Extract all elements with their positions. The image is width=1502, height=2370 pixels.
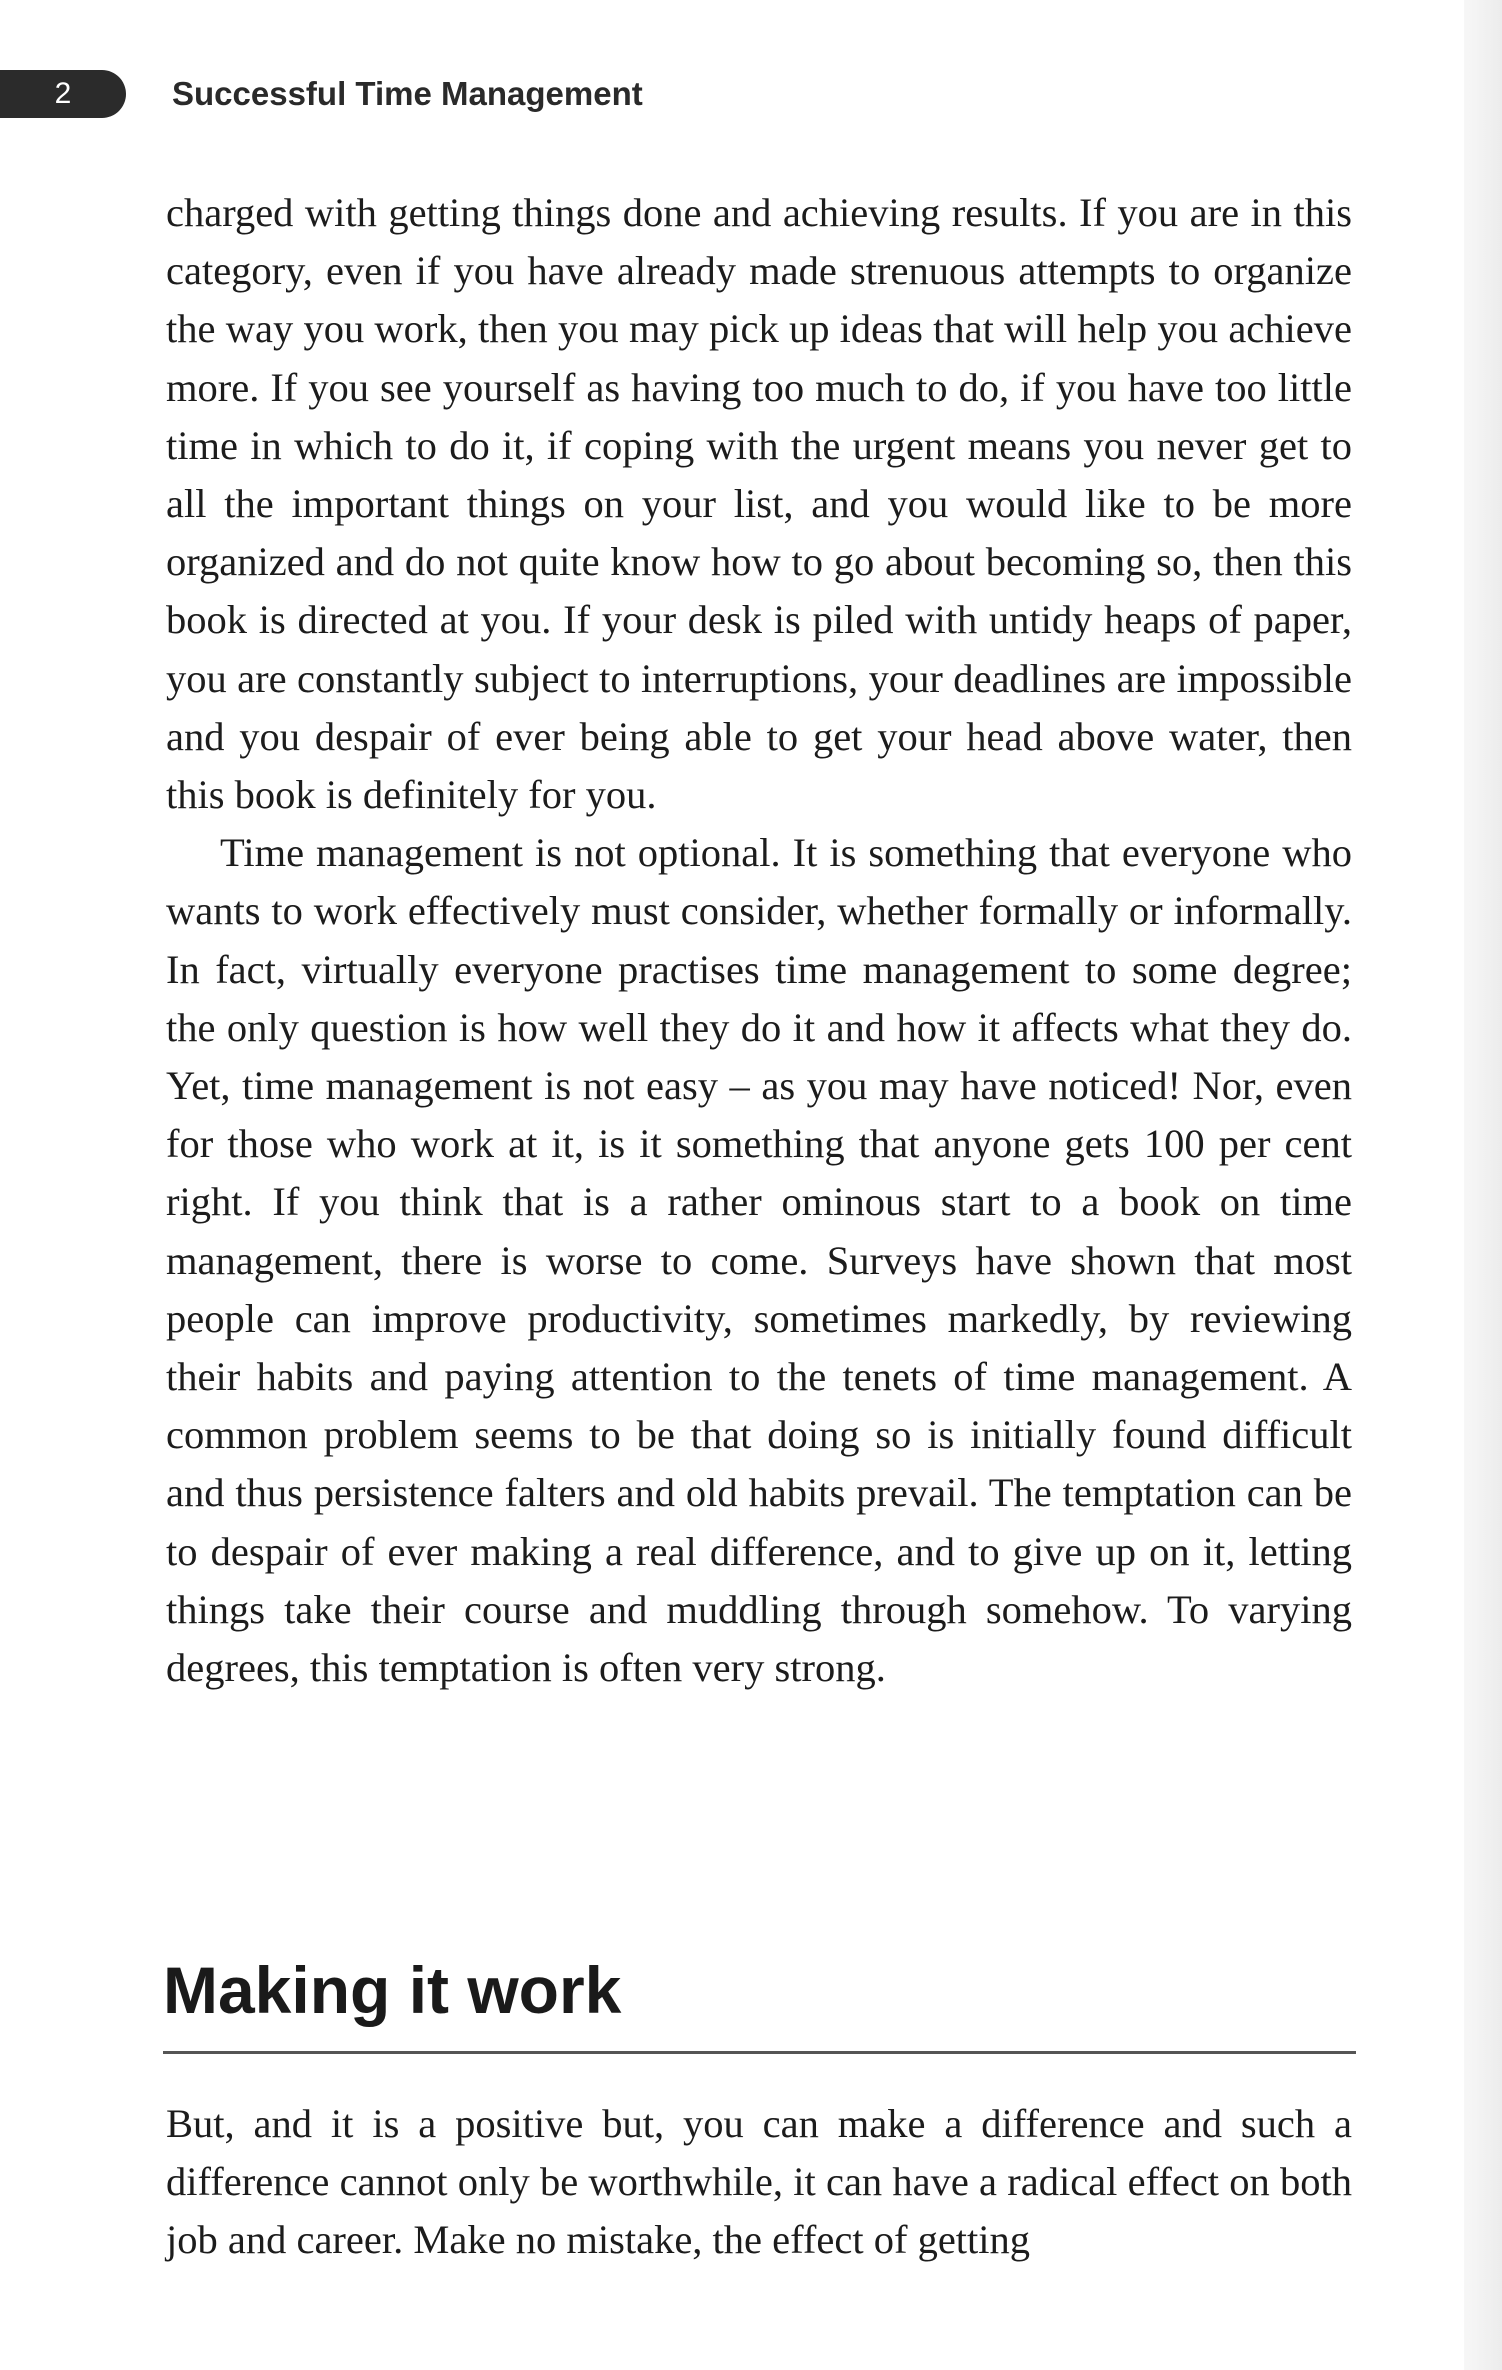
section-heading: Making it work xyxy=(163,1953,622,2027)
body-paragraph: But, and it is a positive but, you can make a difference and such a difference cannot only be worthwhile, it can have a radical effect on both job and career. Make no mistake, the effect of getting xyxy=(166,2101,1352,2263)
running-header-title: Successful Time Management xyxy=(172,75,643,112)
body-paragraph: Time management is not optional. It is something that everyone who wants to work effectively must consider, whether formally or informally. In fact, virtually everyone practises time management to some degree; the only question is how well they do it and how it affects what they do. Yet, time management is not easy – as you may have noticed! Nor, even for those who work at it, is it something that anyone gets 100 per cent right. If you think that is a rather ominous start to a book on time management, there is worse to come. Surveys have shown that most people can improve productivity, sometimes markedly, by reviewing their habits and paying attention to the tenets of time management. A common problem seems to be that doing so is initially found difficult and thus persistence falters and old habits prevail. The temptation can be to despair of ever making a real difference, and to give up on it, letting things take their course and muddling through somehow. To varying degrees, this temptation is often very strong. xyxy=(166,830,1352,1691)
page-edge-shadow xyxy=(1464,0,1502,2370)
body-text xyxy=(166,184,1352,1697)
body-paragraph: charged with getting things done and achieving results. If you are in this category, even if you have already made strenuous attempts to organize the way you work, then you may pick up ideas that will help you achieve more. If you see yourself as having too much to do, if you have too little time in which to do it, if coping with the urgent means you never get to all the important things on your list, and you would like to be more organized and do not quite know how to go about becoming so, then this book is directed at you. If your desk is piled with untidy heaps of paper, you are constantly subject to interruptions, your deadlines are impossible and you despair of ever being able to get your head above water, then this book is definitely for you. xyxy=(166,190,1352,818)
page-number-badge: 2 xyxy=(0,70,126,118)
heading-divider xyxy=(163,2051,1356,2054)
section-body-text xyxy=(166,2095,1352,2270)
